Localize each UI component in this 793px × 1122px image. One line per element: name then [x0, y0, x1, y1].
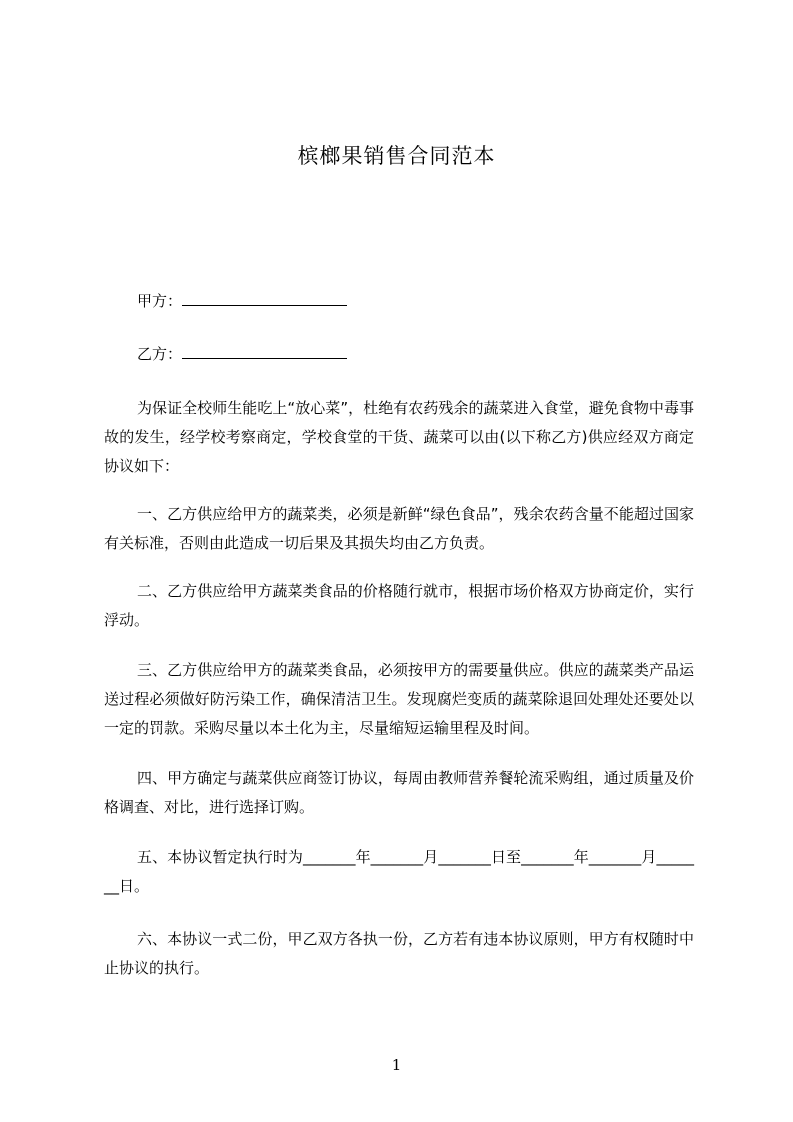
page-number: 1 [391, 1056, 402, 1074]
party-b-line [137, 341, 347, 366]
clause-2-paragraph: 二、乙方供应给甲方蔬菜类食品的价格随行就市，根据市场价格双方协商定价，实行浮动。 [104, 582, 694, 629]
clause-5-paragraph: 五、本协议暂定执行时为_______年_______月_______日至_______年_______月_______日。 [104, 848, 694, 895]
party-b-blank [182, 341, 347, 359]
document-title: 槟榔果销售合同范本 [297, 144, 496, 168]
intro-paragraph: 为保证全校师生能吃上“放心菜”，杜绝有农药残余的蔬菜进入食堂，避免食物中毒事故的发生，经学校考察商定，学校食堂的干货、蔬菜可以由(以下称乙方)供应经双方商定协议如下： [104, 399, 694, 475]
party-a-line [137, 288, 347, 313]
clause-1-paragraph: 一、乙方供应给甲方的蔬菜类，必须是新鲜“绿色食品”，残余农药含量不能超过国家有关标准，否则由此造成一切后果及其损失均由乙方负责。 [104, 505, 694, 552]
party-b-label: 乙方： [137, 345, 183, 363]
clause-4-paragraph: 四、甲方确定与蔬菜供应商签订协议，每周由教师营养餐轮流采购组，通过质量及价格调查、对比，进行选择订购。 [104, 769, 694, 816]
clause-6-paragraph: 六、本协议一式二份，甲乙双方各执一份，乙方若有违本协议原则，甲方有权随时中止协议的执行。 [104, 930, 694, 977]
party-a-label: 甲方： [137, 292, 183, 310]
party-a-blank [182, 288, 347, 306]
clause-3-paragraph: 三、乙方供应给甲方的蔬菜类食品，必须按甲方的需要量供应。供应的蔬菜类产品运送过程必须做好防污染工作，确保清洁卫生。发现腐烂变质的蔬菜除退回处理处还要处以一定的罚款。采购尽量以本土化为主，尽量缩短运输里程及时间。 [104, 661, 694, 737]
